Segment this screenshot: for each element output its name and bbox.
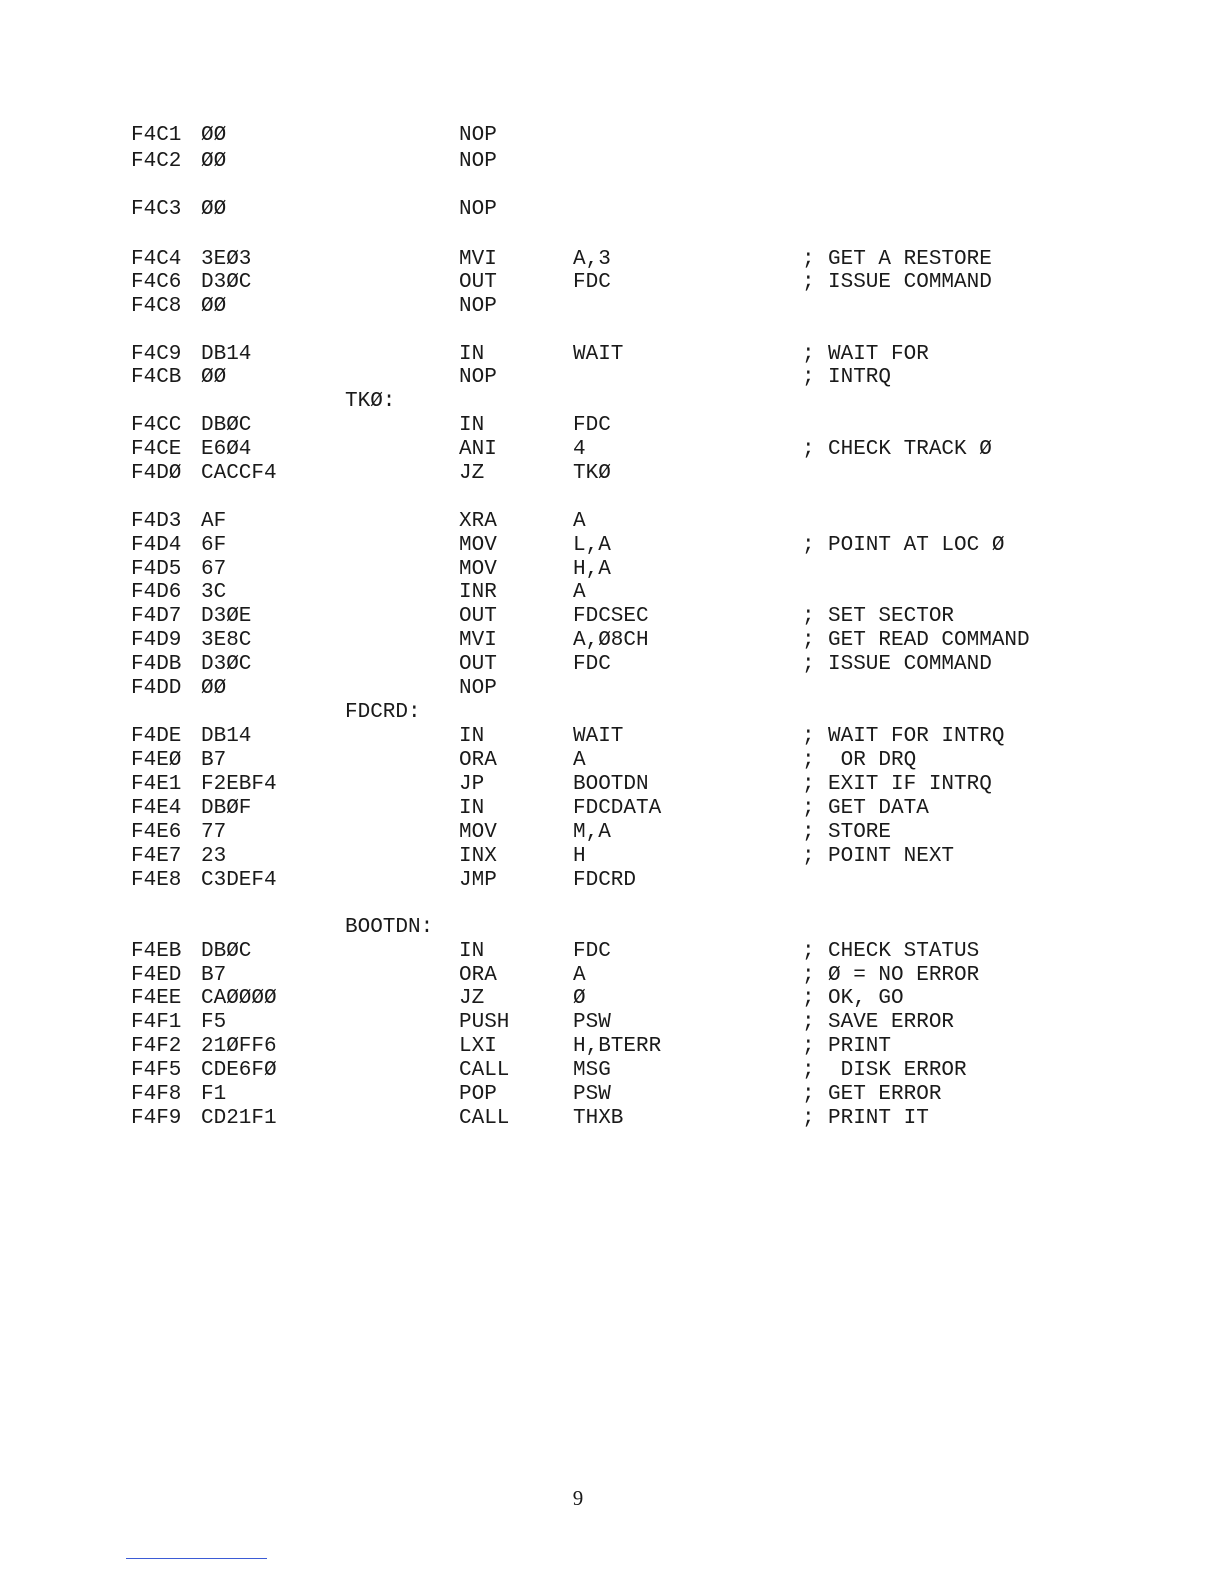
- listing-line: [0, 987, 1224, 1011]
- address: F4DB: [131, 653, 182, 676]
- mnemonic: MVI: [459, 629, 497, 652]
- comment-marker: ;: [802, 845, 815, 868]
- address: F4DØ: [131, 462, 182, 485]
- comment-marker: ;: [802, 773, 815, 796]
- object-code: CACCF4: [201, 462, 277, 485]
- comment-marker: ;: [802, 438, 815, 461]
- listing-line: [0, 581, 1224, 605]
- object-code: ØØ: [201, 295, 227, 318]
- address: F4D7: [131, 605, 182, 628]
- object-code: DBØC: [201, 940, 252, 963]
- listing-line: [0, 438, 1224, 462]
- address: F4C8: [131, 295, 182, 318]
- address: F4CE: [131, 438, 182, 461]
- address: F4CB: [131, 366, 182, 389]
- operand: FDCSEC: [573, 605, 649, 628]
- mnemonic: ORA: [459, 964, 497, 987]
- address: F4F5: [131, 1059, 182, 1082]
- listing-line: [0, 150, 1224, 174]
- operand: FDC: [573, 271, 611, 294]
- mnemonic: NOP: [459, 366, 497, 389]
- listing-line: [0, 845, 1224, 869]
- mnemonic: OUT: [459, 653, 497, 676]
- comment-marker: ;: [802, 797, 815, 820]
- mnemonic: INX: [459, 845, 497, 868]
- mnemonic: OUT: [459, 271, 497, 294]
- operand: Ø: [573, 987, 586, 1010]
- listing-line: [0, 343, 1224, 367]
- listing-line: [0, 1059, 1224, 1083]
- mnemonic: CALL: [459, 1107, 510, 1130]
- address: F4C1: [131, 124, 182, 147]
- comment-marker: ;: [802, 749, 815, 772]
- comment: Ø = NO ERROR: [828, 964, 980, 987]
- mnemonic: JZ: [459, 987, 485, 1010]
- address: F4DE: [131, 725, 182, 748]
- address: F4E1: [131, 773, 182, 796]
- operand: BOOTDN: [573, 773, 649, 796]
- object-code: F2EBF4: [201, 773, 277, 796]
- object-code: 23: [201, 845, 227, 868]
- address: F4EE: [131, 987, 182, 1010]
- operand: M,A: [573, 821, 611, 844]
- listing-line: [0, 653, 1224, 677]
- object-code: D3ØE: [201, 605, 252, 628]
- listing-label-line: [0, 701, 1224, 725]
- address: F4CC: [131, 414, 182, 437]
- object-code: CDE6FØ: [201, 1059, 277, 1082]
- listing-line: [0, 534, 1224, 558]
- listing-line: [0, 248, 1224, 272]
- listing-line: [0, 414, 1224, 438]
- address: F4E4: [131, 797, 182, 820]
- comment: POINT NEXT: [828, 845, 955, 868]
- listing-label-line: [0, 390, 1224, 414]
- comment-marker: ;: [802, 534, 815, 557]
- address: F4D5: [131, 558, 182, 581]
- comment: STORE: [828, 821, 892, 844]
- object-code: F1: [201, 1083, 227, 1106]
- comment-marker: ;: [802, 1035, 815, 1058]
- comment-marker: ;: [802, 725, 815, 748]
- mnemonic: NOP: [459, 198, 497, 221]
- comment-marker: ;: [802, 629, 815, 652]
- object-code: D3ØC: [201, 271, 252, 294]
- footnote-rule: [126, 1558, 267, 1559]
- object-code: AF: [201, 510, 227, 533]
- listing-line: [0, 797, 1224, 821]
- mnemonic: IN: [459, 343, 485, 366]
- comment: CHECK STATUS: [828, 940, 980, 963]
- operand: PSW: [573, 1011, 611, 1034]
- mnemonic: IN: [459, 414, 485, 437]
- comment: SET SECTOR: [828, 605, 955, 628]
- object-code: F5: [201, 1011, 227, 1034]
- mnemonic: IN: [459, 797, 485, 820]
- address: F4ED: [131, 964, 182, 987]
- operand: A: [573, 581, 586, 604]
- mnemonic: JP: [459, 773, 485, 796]
- mnemonic: JMP: [459, 869, 497, 892]
- object-code: 21ØFF6: [201, 1035, 277, 1058]
- operand: A,Ø8CH: [573, 629, 649, 652]
- comment: DISK ERROR: [828, 1059, 967, 1082]
- object-code: DBØC: [201, 414, 252, 437]
- object-code: ØØ: [201, 198, 227, 221]
- object-code: CAØØØØ: [201, 987, 277, 1010]
- mnemonic: IN: [459, 725, 485, 748]
- mnemonic: MOV: [459, 558, 497, 581]
- listing-line: [0, 366, 1224, 390]
- object-code: CD21F1: [201, 1107, 277, 1130]
- mnemonic: MVI: [459, 248, 497, 271]
- operand: H,A: [573, 558, 611, 581]
- listing-line: [0, 510, 1224, 534]
- listing-line: [0, 725, 1224, 749]
- operand: THXB: [573, 1107, 624, 1130]
- address: F4C2: [131, 150, 182, 173]
- object-code: ØØ: [201, 150, 227, 173]
- mnemonic: NOP: [459, 150, 497, 173]
- object-code: ØØ: [201, 124, 227, 147]
- listing-line: [0, 773, 1224, 797]
- mnemonic: XRA: [459, 510, 497, 533]
- listing-line: [0, 198, 1224, 222]
- mnemonic: POP: [459, 1083, 497, 1106]
- comment-marker: ;: [802, 271, 815, 294]
- label: TKØ:: [345, 390, 396, 413]
- operand: FDCDATA: [573, 797, 662, 820]
- listing-line: [0, 964, 1224, 988]
- label: BOOTDN:: [345, 916, 434, 939]
- address: F4DD: [131, 677, 182, 700]
- listing-line: [0, 124, 1224, 148]
- address: F4E8: [131, 869, 182, 892]
- comment-marker: ;: [802, 987, 815, 1010]
- mnemonic: ORA: [459, 749, 497, 772]
- object-code: 3E8C: [201, 629, 252, 652]
- address: F4F9: [131, 1107, 182, 1130]
- comment: ISSUE COMMAND: [828, 653, 992, 676]
- object-code: B7: [201, 749, 227, 772]
- comment: CHECK TRACK Ø: [828, 438, 992, 461]
- operand: WAIT: [573, 725, 624, 748]
- comment: GET A RESTORE: [828, 248, 992, 271]
- address: F4EØ: [131, 749, 182, 772]
- operand: FDC: [573, 940, 611, 963]
- operand: A,3: [573, 248, 611, 271]
- object-code: 3EØ3: [201, 248, 252, 271]
- comment: WAIT FOR: [828, 343, 929, 366]
- operand: FDC: [573, 653, 611, 676]
- mnemonic: CALL: [459, 1059, 510, 1082]
- operand: FDCRD: [573, 869, 637, 892]
- address: F4F8: [131, 1083, 182, 1106]
- address: F4E6: [131, 821, 182, 844]
- address: F4F1: [131, 1011, 182, 1034]
- listing-line: [0, 940, 1224, 964]
- listing-line: [0, 677, 1224, 701]
- listing-line: [0, 1083, 1224, 1107]
- mnemonic: MOV: [459, 534, 497, 557]
- listing-line: [0, 558, 1224, 582]
- object-code: ØØ: [201, 677, 227, 700]
- mnemonic: LXI: [459, 1035, 497, 1058]
- listing-line: [0, 749, 1224, 773]
- listing-line: [0, 295, 1224, 319]
- operand: H,BTERR: [573, 1035, 662, 1058]
- listing-line: [0, 1107, 1224, 1131]
- mnemonic: INR: [459, 581, 497, 604]
- comment-marker: ;: [802, 248, 815, 271]
- comment-marker: ;: [802, 940, 815, 963]
- mnemonic: IN: [459, 940, 485, 963]
- listing-line: [0, 821, 1224, 845]
- operand: H: [573, 845, 586, 868]
- comment: SAVE ERROR: [828, 1011, 955, 1034]
- address: F4D4: [131, 534, 182, 557]
- comment: ISSUE COMMAND: [828, 271, 992, 294]
- object-code: 3C: [201, 581, 227, 604]
- comment-marker: ;: [802, 366, 815, 389]
- operand: L,A: [573, 534, 611, 557]
- address: F4E7: [131, 845, 182, 868]
- address: F4D9: [131, 629, 182, 652]
- object-code: 67: [201, 558, 227, 581]
- listing-line: [0, 605, 1224, 629]
- comment: INTRQ: [828, 366, 892, 389]
- comment: OK, GO: [828, 987, 904, 1010]
- object-code: DB14: [201, 725, 252, 748]
- comment: POINT AT LOC Ø: [828, 534, 1005, 557]
- address: F4D6: [131, 581, 182, 604]
- address: F4F2: [131, 1035, 182, 1058]
- address: F4C9: [131, 343, 182, 366]
- comment: GET READ COMMAND: [828, 629, 1030, 652]
- comment: EXIT IF INTRQ: [828, 773, 992, 796]
- comment-marker: ;: [802, 1059, 815, 1082]
- comment: PRINT: [828, 1035, 892, 1058]
- object-code: 77: [201, 821, 227, 844]
- comment-marker: ;: [802, 343, 815, 366]
- comment: GET DATA: [828, 797, 929, 820]
- operand: A: [573, 749, 586, 772]
- comment-marker: ;: [802, 1083, 815, 1106]
- comment: GET ERROR: [828, 1083, 942, 1106]
- comment-marker: ;: [802, 1011, 815, 1034]
- listing-line: [0, 629, 1224, 653]
- object-code: C3DEF4: [201, 869, 277, 892]
- object-code: 6F: [201, 534, 227, 557]
- listing-line: [0, 1035, 1224, 1059]
- comment-marker: ;: [802, 821, 815, 844]
- object-code: DB14: [201, 343, 252, 366]
- mnemonic: OUT: [459, 605, 497, 628]
- operand: PSW: [573, 1083, 611, 1106]
- comment-marker: ;: [802, 1107, 815, 1130]
- operand: MSG: [573, 1059, 611, 1082]
- operand: TKØ: [573, 462, 611, 485]
- listing-label-line: [0, 916, 1224, 940]
- address: F4D3: [131, 510, 182, 533]
- object-code: D3ØC: [201, 653, 252, 676]
- object-code: B7: [201, 964, 227, 987]
- page-number: 9: [572, 1486, 584, 1510]
- object-code: DBØF: [201, 797, 252, 820]
- mnemonic: NOP: [459, 677, 497, 700]
- comment: OR DRQ: [828, 749, 917, 772]
- mnemonic: NOP: [459, 124, 497, 147]
- label: FDCRD:: [345, 701, 421, 724]
- operand: A: [573, 964, 586, 987]
- mnemonic: NOP: [459, 295, 497, 318]
- operand: A: [573, 510, 586, 533]
- mnemonic: MOV: [459, 821, 497, 844]
- mnemonic: ANI: [459, 438, 497, 461]
- comment-marker: ;: [802, 605, 815, 628]
- address: F4C6: [131, 271, 182, 294]
- comment-marker: ;: [802, 964, 815, 987]
- comment: WAIT FOR INTRQ: [828, 725, 1005, 748]
- operand: 4: [573, 438, 586, 461]
- comment: PRINT IT: [828, 1107, 929, 1130]
- address: F4C4: [131, 248, 182, 271]
- mnemonic: JZ: [459, 462, 485, 485]
- address: F4EB: [131, 940, 182, 963]
- comment-marker: ;: [802, 653, 815, 676]
- listing-line: [0, 1011, 1224, 1035]
- operand: FDC: [573, 414, 611, 437]
- object-code: E6Ø4: [201, 438, 252, 461]
- object-code: ØØ: [201, 366, 227, 389]
- listing-line: [0, 462, 1224, 486]
- address: F4C3: [131, 198, 182, 221]
- listing-line: [0, 271, 1224, 295]
- mnemonic: PUSH: [459, 1011, 510, 1034]
- listing-line: [0, 869, 1224, 893]
- operand: WAIT: [573, 343, 624, 366]
